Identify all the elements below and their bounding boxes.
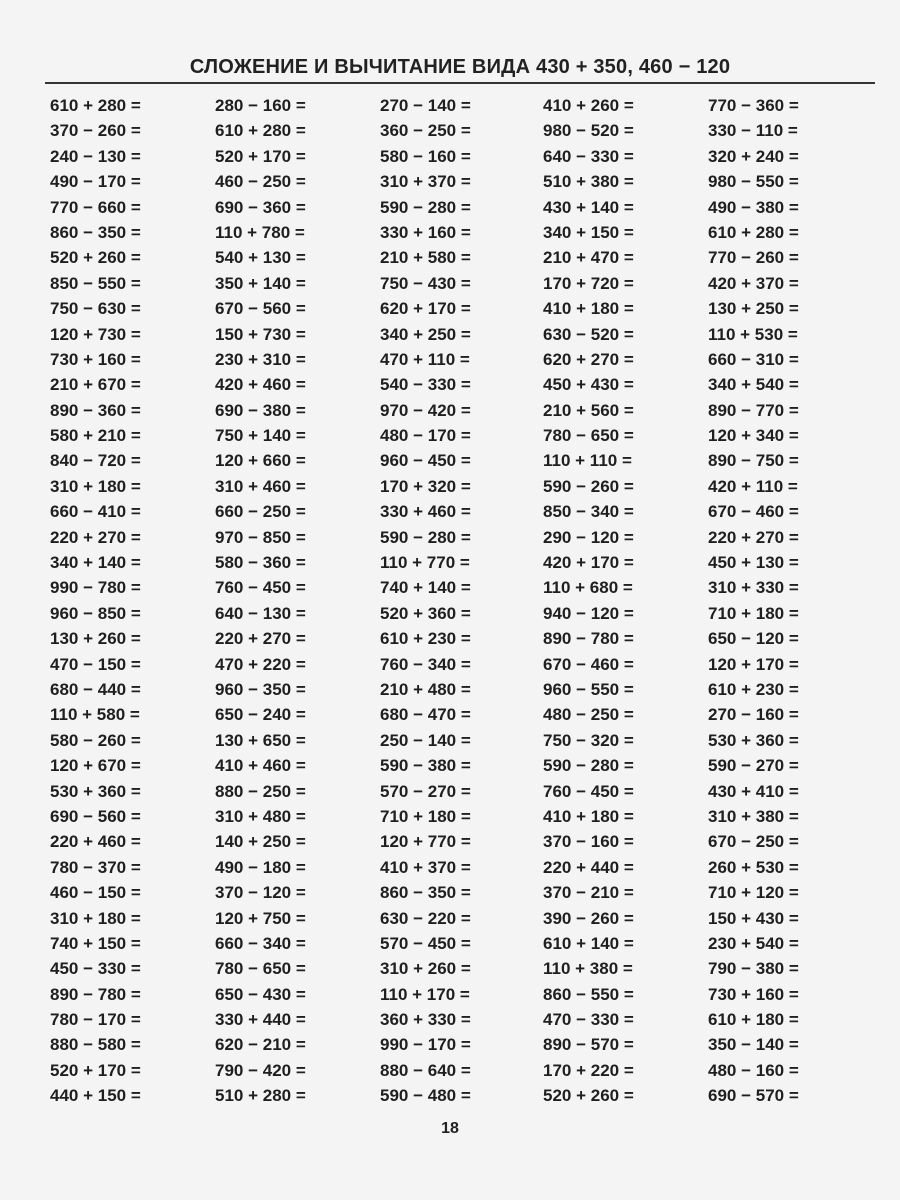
- exercise-item: 960 − 350 =: [215, 679, 306, 699]
- page-title: СЛОЖЕНИЕ И ВЫЧИТАНИЕ ВИДА 430 + 350, 460 − 120: [189, 56, 731, 78]
- title-underline: [45, 82, 875, 84]
- exercise-item: 310 + 380 =: [708, 806, 799, 826]
- exercise-item: 470 − 150 =: [50, 654, 141, 674]
- exercise-item: 680 − 440 =: [50, 679, 141, 699]
- exercise-item: 850 − 340 =: [543, 502, 634, 522]
- exercise-item: 410 + 180 =: [543, 299, 634, 319]
- exercise-item: 670 − 560 =: [215, 299, 306, 319]
- exercise-item: 130 + 260 =: [50, 629, 141, 649]
- exercise-item: 520 + 260 =: [543, 1086, 634, 1106]
- exercise-item: 460 − 250 =: [215, 172, 306, 192]
- exercise-item: 960 − 450 =: [380, 451, 471, 471]
- exercise-item: 520 + 170 =: [50, 1060, 141, 1080]
- exercise-item: 430 + 410 =: [708, 781, 799, 801]
- exercise-item: 210 + 580 =: [380, 248, 471, 268]
- exercise-item: 260 + 530 =: [708, 857, 799, 877]
- exercise-item: 110 + 770 =: [380, 553, 470, 573]
- exercise-item: 420 + 110 =: [708, 476, 798, 496]
- exercise-item: 360 − 250 =: [380, 121, 471, 141]
- exercise-item: 480 − 250 =: [543, 705, 634, 725]
- exercise-item: 880 − 250 =: [215, 781, 306, 801]
- exercise-column-2: [215, 93, 385, 1109]
- exercise-item: 140 + 250 =: [215, 832, 306, 852]
- exercise-column-4: [543, 93, 713, 1109]
- exercise-column-1: [50, 93, 220, 1109]
- exercise-item: 390 − 260 =: [543, 908, 634, 928]
- exercise-item: 490 − 170 =: [50, 172, 141, 192]
- exercise-item: 510 + 380 =: [543, 172, 634, 192]
- exercise-item: 410 + 260 =: [543, 96, 634, 115]
- exercise-item: 110 + 680 =: [543, 578, 633, 598]
- exercise-item: 110 + 380 =: [543, 959, 633, 979]
- exercise-item: 890 − 750 =: [708, 451, 799, 471]
- exercise-item: 470 − 330 =: [543, 1010, 634, 1030]
- exercise-item: 220 + 270 =: [50, 527, 141, 547]
- exercise-item: 120 + 660 =: [215, 451, 306, 471]
- exercise-item: 660 − 340 =: [215, 933, 306, 953]
- exercise-item: 330 + 160 =: [380, 222, 471, 242]
- exercise-item: 890 − 570 =: [543, 1035, 634, 1055]
- exercise-item: 280 − 160 =: [215, 96, 306, 115]
- exercise-item: 630 − 220 =: [380, 908, 471, 928]
- exercise-item: 150 + 430 =: [708, 908, 799, 928]
- exercise-item: 750 − 320 =: [543, 730, 634, 750]
- exercise-item: 150 + 730 =: [215, 324, 306, 344]
- exercise-item: 110 + 110 =: [543, 451, 632, 471]
- exercise-item: 960 − 550 =: [543, 679, 634, 699]
- exercise-item: 120 + 770 =: [380, 832, 471, 852]
- exercise-item: 660 − 310 =: [708, 349, 799, 369]
- exercise-item: 310 + 180 =: [50, 476, 141, 496]
- exercise-item: 730 + 160 =: [50, 349, 141, 369]
- exercise-item: 370 − 210 =: [543, 883, 634, 903]
- exercise-item: 650 − 240 =: [215, 705, 306, 725]
- exercise-item: 370 − 120 =: [215, 883, 306, 903]
- exercise-item: 120 + 170 =: [708, 654, 799, 674]
- exercise-item: 760 − 450 =: [215, 578, 306, 598]
- exercise-item: 860 − 350 =: [50, 222, 141, 242]
- exercise-item: 410 + 460 =: [215, 756, 306, 776]
- exercise-item: 690 − 380 =: [215, 400, 306, 420]
- exercise-item: 270 − 140 =: [380, 96, 471, 115]
- exercise-item: 670 − 460 =: [708, 502, 799, 522]
- exercise-item: 580 + 210 =: [50, 426, 141, 446]
- exercise-item: 970 − 420 =: [380, 400, 471, 420]
- exercise-item: 780 − 170 =: [50, 1010, 141, 1030]
- exercise-item: 110 + 530 =: [708, 324, 798, 344]
- exercise-item: 980 − 550 =: [708, 172, 799, 192]
- exercise-item: 270 − 160 =: [708, 705, 799, 725]
- exercise-item: 220 + 440 =: [543, 857, 634, 877]
- exercise-item: 640 − 130 =: [215, 603, 306, 623]
- exercise-item: 680 − 470 =: [380, 705, 471, 725]
- exercise-item: 730 + 160 =: [708, 984, 799, 1004]
- exercise-item: 230 + 540 =: [708, 933, 799, 953]
- exercise-item: 480 − 160 =: [708, 1060, 799, 1080]
- exercise-item: 110 + 170 =: [380, 984, 470, 1004]
- exercise-item: 590 − 280 =: [380, 197, 471, 217]
- exercise-item: 220 + 270 =: [708, 527, 799, 547]
- exercise-item: 120 + 340 =: [708, 426, 799, 446]
- exercise-item: 310 + 480 =: [215, 806, 306, 826]
- exercise-item: 340 + 250 =: [380, 324, 471, 344]
- exercise-item: 310 + 260 =: [380, 959, 471, 979]
- exercise-item: 540 + 130 =: [215, 248, 306, 268]
- exercise-item: 420 + 460 =: [215, 375, 306, 395]
- exercise-item: 330 + 440 =: [215, 1010, 306, 1030]
- exercise-item: 490 − 380 =: [708, 197, 799, 217]
- exercise-item: 770 − 360 =: [708, 96, 799, 115]
- exercise-item: 760 − 340 =: [380, 654, 471, 674]
- exercise-item: 890 − 770 =: [708, 400, 799, 420]
- exercise-item: 890 − 780 =: [543, 629, 634, 649]
- exercise-item: 410 + 370 =: [380, 857, 471, 877]
- exercise-item: 890 − 360 =: [50, 400, 141, 420]
- exercise-item: 610 + 280 =: [708, 222, 799, 242]
- exercise-item: 370 − 260 =: [50, 121, 141, 141]
- exercise-item: 620 + 170 =: [380, 299, 471, 319]
- exercise-item: 590 − 480 =: [380, 1086, 471, 1106]
- exercise-item: 310 + 180 =: [50, 908, 141, 928]
- exercise-item: 610 + 280 =: [50, 96, 141, 115]
- exercise-item: 480 − 170 =: [380, 426, 471, 446]
- exercise-item: 770 − 660 =: [50, 197, 141, 217]
- exercise-item: 690 − 570 =: [708, 1086, 799, 1106]
- exercise-item: 540 − 330 =: [380, 375, 471, 395]
- exercise-item: 210 + 560 =: [543, 400, 634, 420]
- exercise-item: 710 + 180 =: [380, 806, 471, 826]
- exercise-item: 290 − 120 =: [543, 527, 634, 547]
- exercise-item: 110 + 580 =: [50, 705, 140, 725]
- exercise-item: 780 − 650 =: [215, 959, 306, 979]
- exercise-item: 740 + 140 =: [380, 578, 471, 598]
- exercise-item: 610 + 280 =: [215, 121, 306, 141]
- exercise-item: 780 − 370 =: [50, 857, 141, 877]
- exercise-item: 130 + 650 =: [215, 730, 306, 750]
- exercise-item: 670 − 460 =: [543, 654, 634, 674]
- exercise-item: 120 + 750 =: [215, 908, 306, 928]
- exercise-item: 340 + 540 =: [708, 375, 799, 395]
- exercise-item: 780 − 650 =: [543, 426, 634, 446]
- exercise-column-3: [380, 93, 550, 1109]
- exercise-item: 310 + 330 =: [708, 578, 799, 598]
- exercise-item: 840 − 720 =: [50, 451, 141, 471]
- exercise-item: 650 − 120 =: [708, 629, 799, 649]
- exercise-item: 790 − 420 =: [215, 1060, 306, 1080]
- exercise-item: 960 − 850 =: [50, 603, 141, 623]
- exercise-item: 130 + 250 =: [708, 299, 799, 319]
- exercise-item: 330 − 110 =: [708, 121, 798, 141]
- exercise-item: 240 − 130 =: [50, 146, 141, 166]
- exercise-item: 420 + 370 =: [708, 273, 799, 293]
- exercise-item: 430 + 140 =: [543, 197, 634, 217]
- exercise-item: 450 − 330 =: [50, 959, 141, 979]
- exercise-item: 220 + 270 =: [215, 629, 306, 649]
- exercise-item: 590 − 270 =: [708, 756, 799, 776]
- exercise-item: 750 + 140 =: [215, 426, 306, 446]
- exercise-item: 660 − 410 =: [50, 502, 141, 522]
- exercise-item: 580 − 360 =: [215, 553, 306, 573]
- exercise-item: 860 − 550 =: [543, 984, 634, 1004]
- exercise-item: 460 − 150 =: [50, 883, 141, 903]
- exercise-item: 410 + 180 =: [543, 806, 634, 826]
- exercise-item: 660 − 250 =: [215, 502, 306, 522]
- exercise-item: 630 − 520 =: [543, 324, 634, 344]
- exercise-item: 690 − 360 =: [215, 197, 306, 217]
- exercise-item: 610 + 180 =: [708, 1010, 799, 1030]
- exercise-item: 860 − 350 =: [380, 883, 471, 903]
- exercise-item: 170 + 320 =: [380, 476, 471, 496]
- exercise-item: 670 − 250 =: [708, 832, 799, 852]
- exercise-item: 340 + 150 =: [543, 222, 634, 242]
- exercise-item: 530 + 360 =: [50, 781, 141, 801]
- exercise-item: 620 + 270 =: [543, 349, 634, 369]
- exercise-item: 650 − 430 =: [215, 984, 306, 1004]
- exercise-item: 750 − 430 =: [380, 273, 471, 293]
- exercise-item: 520 + 260 =: [50, 248, 141, 268]
- exercise-item: 350 + 140 =: [215, 273, 306, 293]
- exercise-item: 210 + 480 =: [380, 679, 471, 699]
- exercise-item: 420 + 170 =: [543, 553, 634, 573]
- exercise-item: 370 − 160 =: [543, 832, 634, 852]
- exercise-item: 210 + 470 =: [543, 248, 634, 268]
- exercise-item: 170 + 220 =: [543, 1060, 634, 1080]
- exercise-item: 580 − 160 =: [380, 146, 471, 166]
- exercise-item: 980 − 520 =: [543, 121, 634, 141]
- exercise-item: 590 − 280 =: [380, 527, 471, 547]
- exercise-item: 220 + 460 =: [50, 832, 141, 852]
- exercise-item: 880 − 640 =: [380, 1060, 471, 1080]
- exercise-item: 120 + 730 =: [50, 324, 141, 344]
- exercise-item: 710 + 120 =: [708, 883, 799, 903]
- exercise-item: 590 − 280 =: [543, 756, 634, 776]
- exercise-item: 610 + 230 =: [380, 629, 471, 649]
- exercise-item: 990 − 170 =: [380, 1035, 471, 1055]
- exercise-item: 440 + 150 =: [50, 1086, 141, 1106]
- exercise-item: 530 + 360 =: [708, 730, 799, 750]
- exercise-column-5: [708, 93, 878, 1109]
- exercise-item: 890 − 780 =: [50, 984, 141, 1004]
- exercise-item: 360 + 330 =: [380, 1010, 471, 1030]
- page-number: 18: [441, 1120, 459, 1137]
- exercise-item: 310 + 370 =: [380, 172, 471, 192]
- exercise-item: 570 − 270 =: [380, 781, 471, 801]
- exercise-item: 740 + 150 =: [50, 933, 141, 953]
- exercise-item: 470 + 110 =: [380, 349, 470, 369]
- exercise-item: 610 + 230 =: [708, 679, 799, 699]
- exercise-item: 570 − 450 =: [380, 933, 471, 953]
- exercise-item: 250 − 140 =: [380, 730, 471, 750]
- exercise-item: 970 − 850 =: [215, 527, 306, 547]
- exercise-item: 210 + 670 =: [50, 375, 141, 395]
- exercise-item: 850 − 550 =: [50, 273, 141, 293]
- exercise-item: 520 + 360 =: [380, 603, 471, 623]
- exercise-item: 340 + 140 =: [50, 553, 141, 573]
- exercise-item: 940 − 120 =: [543, 603, 634, 623]
- exercise-item: 310 + 460 =: [215, 476, 306, 496]
- exercise-item: 170 + 720 =: [543, 273, 634, 293]
- exercise-item: 880 − 580 =: [50, 1035, 141, 1055]
- exercise-item: 520 + 170 =: [215, 146, 306, 166]
- exercise-item: 690 − 560 =: [50, 806, 141, 826]
- exercise-item: 320 + 240 =: [708, 146, 799, 166]
- exercise-item: 470 + 220 =: [215, 654, 306, 674]
- exercise-item: 990 − 780 =: [50, 578, 141, 598]
- exercise-item: 710 + 180 =: [708, 603, 799, 623]
- exercise-item: 330 + 460 =: [380, 502, 471, 522]
- exercise-item: 580 − 260 =: [50, 730, 141, 750]
- exercise-item: 490 − 180 =: [215, 857, 306, 877]
- exercise-item: 510 + 280 =: [215, 1086, 306, 1106]
- exercise-item: 590 − 260 =: [543, 476, 634, 496]
- exercise-item: 230 + 310 =: [215, 349, 306, 369]
- exercise-item: 120 + 670 =: [50, 756, 141, 776]
- exercise-item: 790 − 380 =: [708, 959, 799, 979]
- exercise-item: 350 − 140 =: [708, 1035, 799, 1055]
- exercise-item: 770 − 260 =: [708, 248, 799, 268]
- exercise-item: 640 − 330 =: [543, 146, 634, 166]
- exercise-item: 610 + 140 =: [543, 933, 634, 953]
- exercise-item: 590 − 380 =: [380, 756, 471, 776]
- exercise-item: 620 − 210 =: [215, 1035, 306, 1055]
- exercise-item: 110 + 780 =: [215, 222, 305, 242]
- exercise-item: 750 − 630 =: [50, 299, 141, 319]
- exercise-item: 450 + 430 =: [543, 375, 634, 395]
- exercise-item: 450 + 130 =: [708, 553, 799, 573]
- exercise-item: 760 − 450 =: [543, 781, 634, 801]
